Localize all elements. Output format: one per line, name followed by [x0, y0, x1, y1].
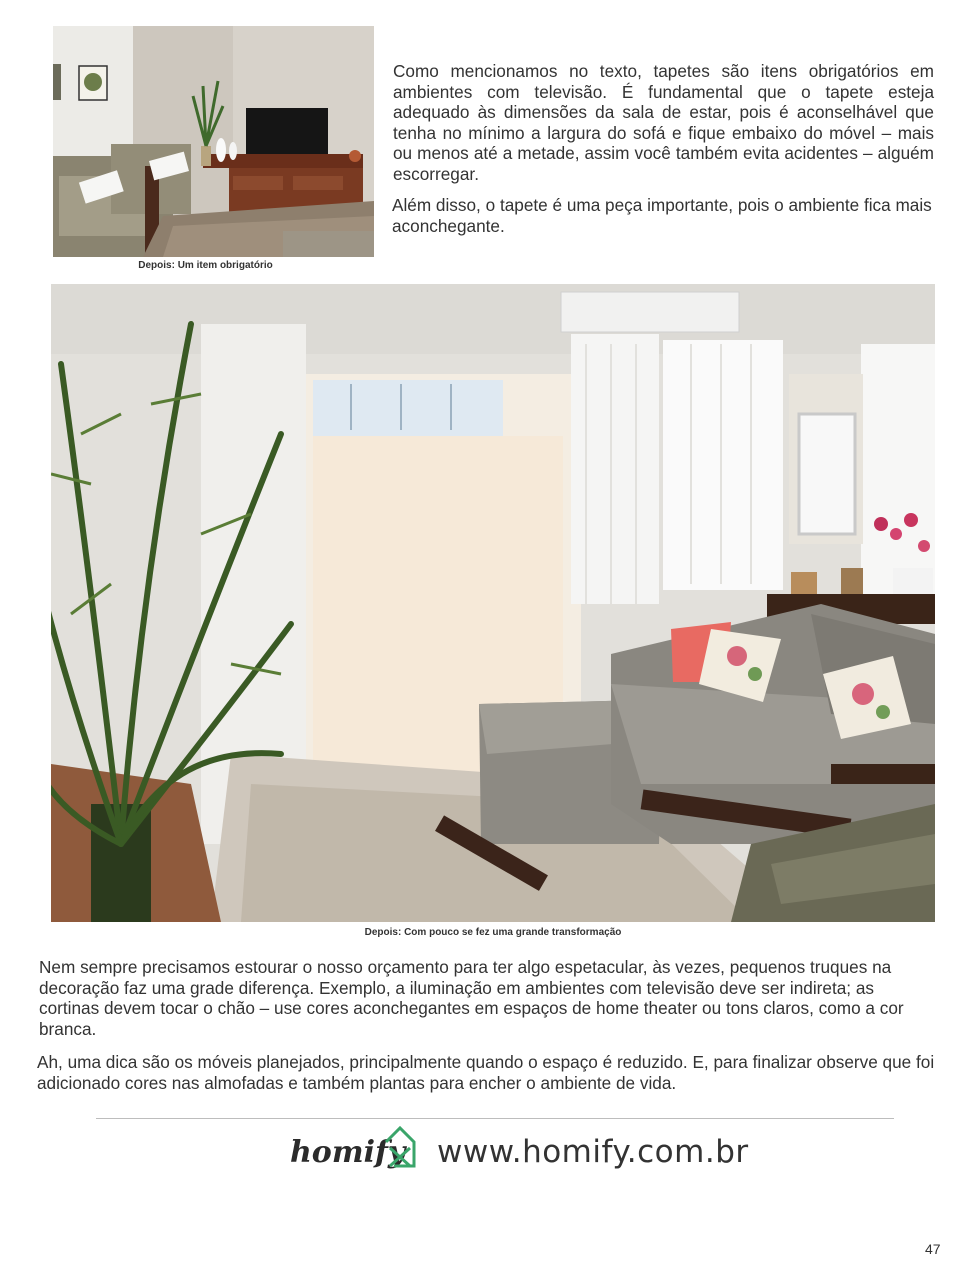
- svg-text:homify: homify: [290, 1135, 406, 1170]
- footer-divider: [96, 1118, 894, 1119]
- homify-url[interactable]: www.homify.com.br: [437, 1134, 749, 1170]
- paragraph-planned-furniture: Ah, uma dica são os móveis planejados, principalmente quando o espaço é reduzido. E, para finalizar observe que foi adicionado cores nas almofadas e também plantas para encher o ambiente de vida.: [37, 1052, 935, 1093]
- main-photo-caption: Depois: Com pouco se fez uma grande transformação: [364, 927, 622, 938]
- page-number: 47: [925, 1241, 941, 1257]
- paragraph-decoration-tricks: Nem sempre precisamos estourar o nosso orçamento para ter algo espetacular, às vezes, pequenos truques na decoração faz uma grade diferença. Exemplo, a iluminação em ambientes com televisão deve ser indireta; as cortinas devem tocar o chão – use cores aconchegantes em espaços de home theater ou tons claros, como a cor branca.: [39, 957, 904, 1039]
- paragraph-rug-cozy: Além disso, o tapete é uma peça importante, pois o ambiente fica mais aconchegante.: [392, 195, 932, 236]
- living-room-sofa-photo: [51, 284, 935, 922]
- top-photo-caption: Depois: Um item obrigatório: [138, 260, 273, 271]
- paragraph-rugs: Como mencionamos no texto, tapetes são itens obrigatórios em ambientes com televisão. É fundamental que o tapete esteja adequado às dimensões da sala de estar, pois é aconselhável que tenha no mínimo a largura do sofá e fique embaixo do móvel – mais ou menos até a metade, assim você também evita acidentes – alguém escorregar.: [393, 61, 934, 184]
- living-room-tv-photo: [53, 26, 374, 257]
- homify-logo: [290, 1120, 420, 1180]
